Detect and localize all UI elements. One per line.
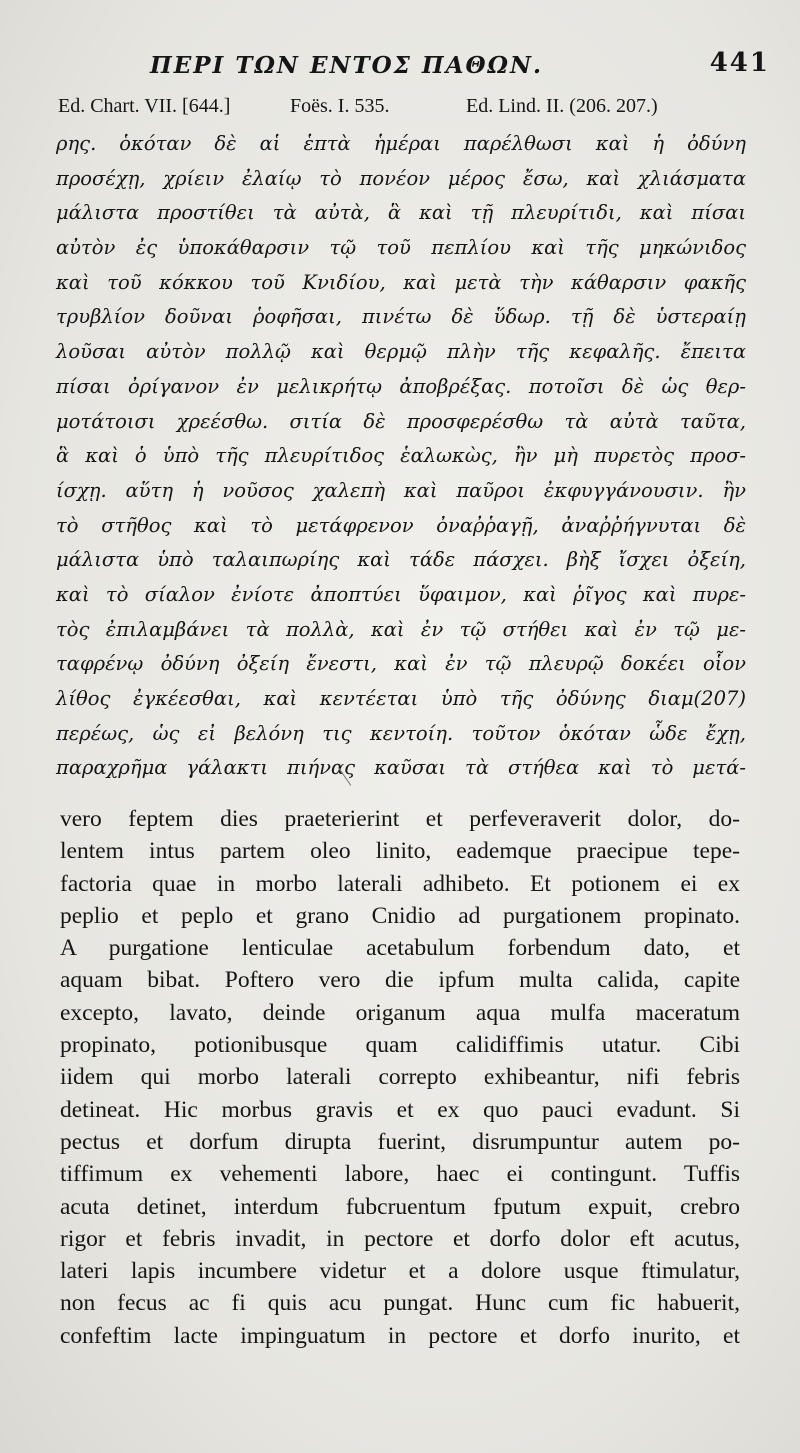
latin-line: propinato, potionibusque quam calidiffimis utatur. Cibi [60,1032,740,1059]
latin-line: acuta detinet, interdum fubcruentum fputum expuit, crebro [60,1193,740,1220]
greek-text [56,127,746,786]
greek-line: μοτάτοισι χρεέσθω. σιτία δὲ προσφερέσθω τὰ αὐτὰ ταῦτα, [56,409,746,433]
latin-line: pectus et dorfum dirupta fuerint, disrumpuntur autem po- [60,1128,740,1155]
latin-line: vero feptem dies praeterierint et perfeveraverit dolor, do- [60,806,740,832]
greek-line: περέως, ὡς εἰ βελόνη τις κεντοίη. τοῦτον ὁκόταν ὧδε ἔχῃ, [56,721,746,745]
latin-line: A purgatione lenticulae acetabulum forbendum dato, et [60,935,740,962]
ref-linden: Ed. Lind. II. (206. 207.) [466,95,658,117]
latin-line: rigor et febris invadit, in pectore et dorfo dolor eft acutus, [60,1225,740,1252]
greek-line: ταφρένῳ ὀδύνη ὀξείη ἔνεστι, καὶ ἐν τῷ πλευρῷ δοκέει οἷον [56,652,746,676]
latin-line: tiffimum ex vehementi labore, haec ei contingunt. Tuffis [60,1161,740,1188]
latin-line: non fecus ac fi quis acu pungat. Hunc cum fic habuerit, [60,1290,740,1317]
greek-line: μάλιστα ὑπὸ ταλαιπωρίης καὶ τάδε πάσχει. βὴξ ἴσχει ὀξείη, [56,548,746,572]
greek-line: μάλιστα προστίθει τὰ αὐτὰ, ἃ καὶ τῇ πλευρίτιδι, καὶ πίσαι [56,201,746,225]
ref-foes: Foës. I. 535. [290,95,390,117]
greek-line: πίσαι ὀρίγανον ἐν μελικρήτῳ ἀποβρέξας. ποτοῖσι δὲ ὡς θερ- [56,374,746,398]
greek-line: ίσχῃ. αὕτη ἡ νοῦσος χαλεπὴ καὶ παῦροι ἐκφυγγάνουσιν. ἢν [56,478,746,502]
running-header [150,48,770,88]
latin-line: lateri lapis incumbere videtur et a dolore usque ftimulatur, [60,1258,740,1285]
greek-line: προσέχῃ, χρίειν ἐλαίῳ τὸ πονέον μέρος ἔσω, καὶ χλιάσματα [56,166,746,190]
greek-line: καὶ τοῦ κόκκου τοῦ Κνιδίου, καὶ μετὰ τὴν κάθαρσιν φακῆς [56,270,746,294]
latin-line: peplio et peplo et grano Cnidio ad purgationem propinato. [60,902,740,929]
latin-line: detineat. Hic morbus gravis et ex quo pauci evadunt. Si [60,1096,740,1123]
greek-line: τρυβλίον δοῦναι ῥοφῆσαι, πινέτω δὲ ὕδωρ. τῇ δὲ ὑστεραίῃ [56,305,746,329]
ref-chartier: Ed. Chart. VII. [644.] [58,95,231,117]
greek-line: αὐτὸν ἐς ὑποκάθαρσιν τῷ τοῦ πεπλίου καὶ τῆς μηκώνιδος [56,236,746,260]
latin-line: lentem intus partem oleo linito, eademque praecipue tepe- [60,838,740,865]
edition-references [58,95,738,125]
header-title: ΠΕΡΙ ΤΩΝ ΕΝΤΟΣ ΠΑΘΩΝ. [150,52,544,79]
greek-line: τὸς ἐπιλαμβάνει τὰ πολλὰ, καὶ ἐν τῷ στήθει καὶ ἐν τῷ με- [56,617,746,641]
latin-line: excepto, lavato, deinde origanum aqua mulfa maceratum [60,999,740,1026]
latin-line: aquam bibat. Poftero vero die ipfum multa calida, capite [60,967,740,994]
greek-line: ἃ καὶ ὁ ὑπὸ τῆς πλευρίτιδος ἑαλωκὼς, ἢν μὴ πυρετὸς προσ- [56,444,746,468]
latin-line: confeftim lacte impinguatum in pectore et dorfo inurito, et [60,1322,740,1349]
latin-text [60,803,740,1352]
greek-line: λοῦσαι αὐτὸν πολλῷ καὶ θερμῷ πλὴν τῆς κεφαλῆς. ἔπειτα [56,340,746,364]
greek-line: ρης. ὁκόταν δὲ αἱ ἑπτὰ ἡμέραι παρέλθωσι καὶ ἡ ὀδύνη [56,132,746,155]
latin-line: factoria quae in morbo laterali adhibeto. Et potionem ei ex [60,870,740,897]
greek-line: τὸ στῆθος καὶ τὸ μετάφρενον ὀναῤῥαγῇ, ἀναῤῥήγνυται δὲ [56,513,746,537]
page-number: 441 [709,48,770,78]
greek-line: λίθος ἐγκέεσθαι, καὶ κεντέεται ὑπὸ τῆς ὀδύνης διαμ(207) [56,687,746,710]
greek-line: καὶ τὸ σίαλον ἐνίοτε ἀποπτύει ὕφαιμον, καὶ ῥῖγος καὶ πυρε- [56,582,746,606]
greek-line: παραχρῆμα γάλακτι πιήνας καῦσαι τὰ στήθεα καὶ τὸ μετά- [56,756,746,780]
latin-line: iidem qui morbo laterali correpto exhibeantur, nifi febris [60,1064,740,1091]
